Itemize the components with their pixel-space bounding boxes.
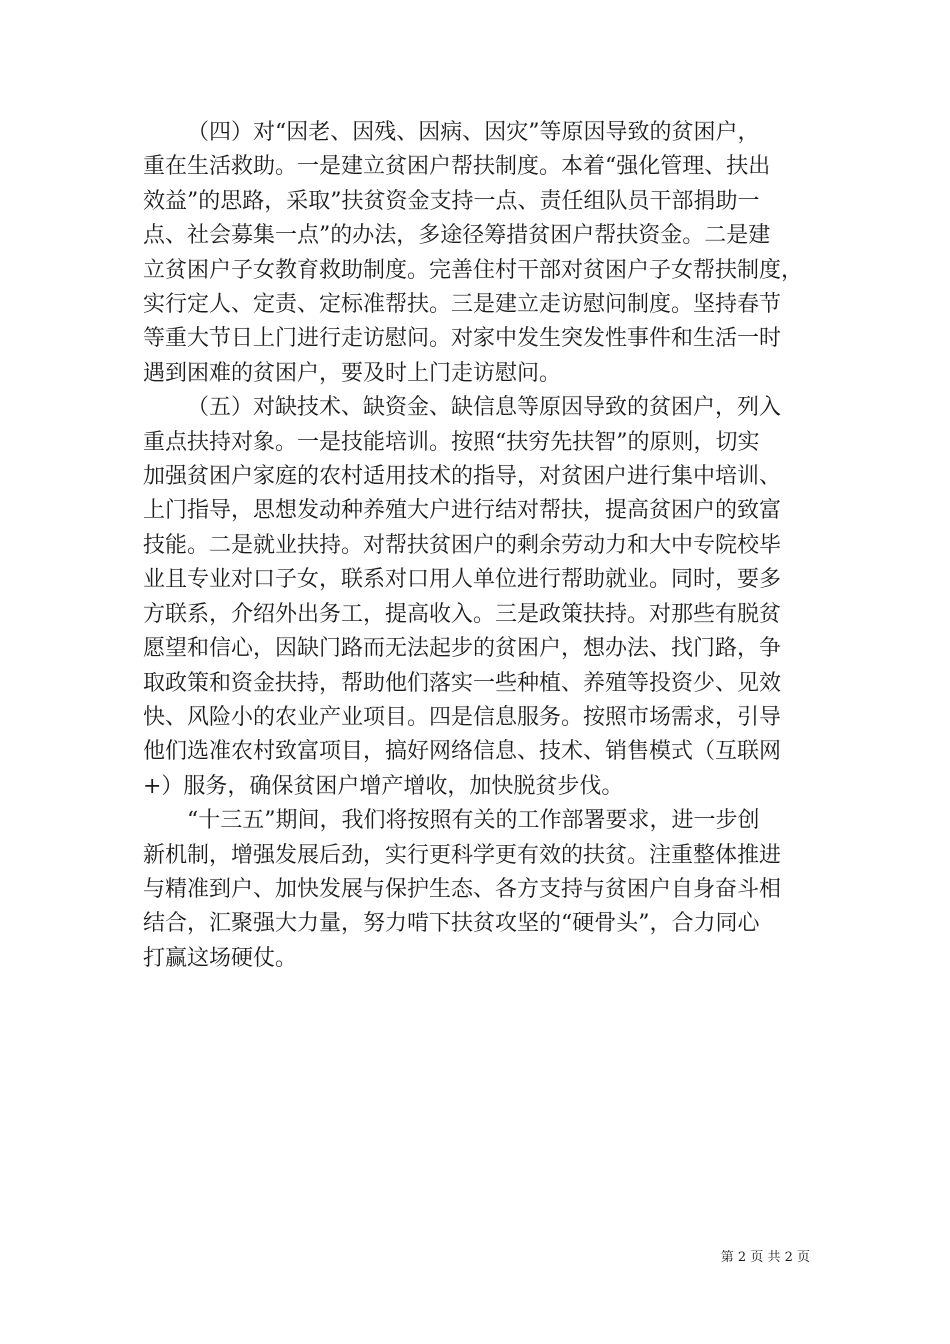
page-number: 第 2 页 共 2 页 [720,1250,810,1265]
paragraph-line: 重在生活救助。一是建立贫困户帮扶制度。本着“强化管理、扶出 [143,154,771,180]
paragraph-line: 快、风险小的农业产业项目。四是信息服务。按照市场需求，引导 [143,704,782,730]
document-body [143,116,821,976]
paragraph-line: 遇到困难的贫困户，要及时上门走访慰问。 [143,360,562,386]
paragraph-5 [143,391,821,804]
paragraph-line: 效益”的思路，采取”扶贫资金支持一点、责任组队员干部捐助一 [143,188,760,214]
paragraph-line: 方联系，介绍外出务工，提高收入。三是政策扶持。对那些有脱贫 [143,601,782,627]
paragraph-line: 点、社会募集一点”的办法，多途径筹措贫困户帮扶资金。二是建 [143,223,771,249]
paragraph-line: +）服务，确保贫困户增产增收，加快脱贫步伐。 [143,773,624,799]
paragraph-line: 愿望和信心，因缺门路而无法起步的贫困户，想办法、找门路，争 [143,636,782,662]
paragraph-line: 实行定人、定责、定标准帮扶。三是建立走访慰问制度。坚持春节 [143,292,782,318]
paragraph-line: 打赢这场硬仗。 [143,945,298,971]
paragraph-line: 上门指导，思想发动种养殖大户进行结对帮扶，提高贫困户的致富 [143,498,782,524]
paragraph-line: 技能。二是就业扶持。对帮扶贫困户的剩余劳动力和大中专院校毕 [143,532,782,558]
paragraph-line: （四）对“因老、因残、因病、因灾”等原因导致的贫困户， [187,120,760,145]
paragraph-line: 结合，汇聚强大力量，努力啃下扶贫攻坚的“硬骨头”，合力同心 [143,911,760,937]
paragraph-line: “十三五”期间，我们将按照有关的工作部署要求，进一步创 [187,808,760,834]
paragraph-line: （五）对缺技术、缺资金、缺信息等原因导致的贫困户，列入 [187,395,782,421]
paragraph-line: 新机制，增强发展后劲，实行更科学更有效的扶贫。注重整体推进 [143,842,782,868]
paragraph-line: 业且专业对口子女，联系对口用人单位进行帮助就业。同时，要多 [143,567,782,593]
paragraph-line: 他们选准农村致富项目，搞好网络信息、技术、销售模式（互联网 [143,739,782,765]
paragraph-line: 与精准到户、加快发展与保护生态、各方支持与贫困户自身奋斗相 [143,876,782,902]
paragraph-4 [143,116,821,391]
paragraph-conclusion [143,804,821,976]
paragraph-line: 加强贫困户家庭的农村适用技术的指导，对贫困户进行集中培训、 [143,464,782,490]
paragraph-line: 重点扶持对象。一是技能培训。按照“扶穷先扶智”的原则，切实 [143,429,760,455]
paragraph-line: 取政策和资金扶持，帮助他们落实一些种植、养殖等投资少、见效 [143,670,782,696]
paragraph-line: 立贫困户子女教育救助制度。完善住村干部对贫困户子女帮扶制度， [143,257,804,283]
paragraph-line: 等重大节日上门进行走访慰问。对家中发生突发性事件和生活一时 [143,326,782,352]
